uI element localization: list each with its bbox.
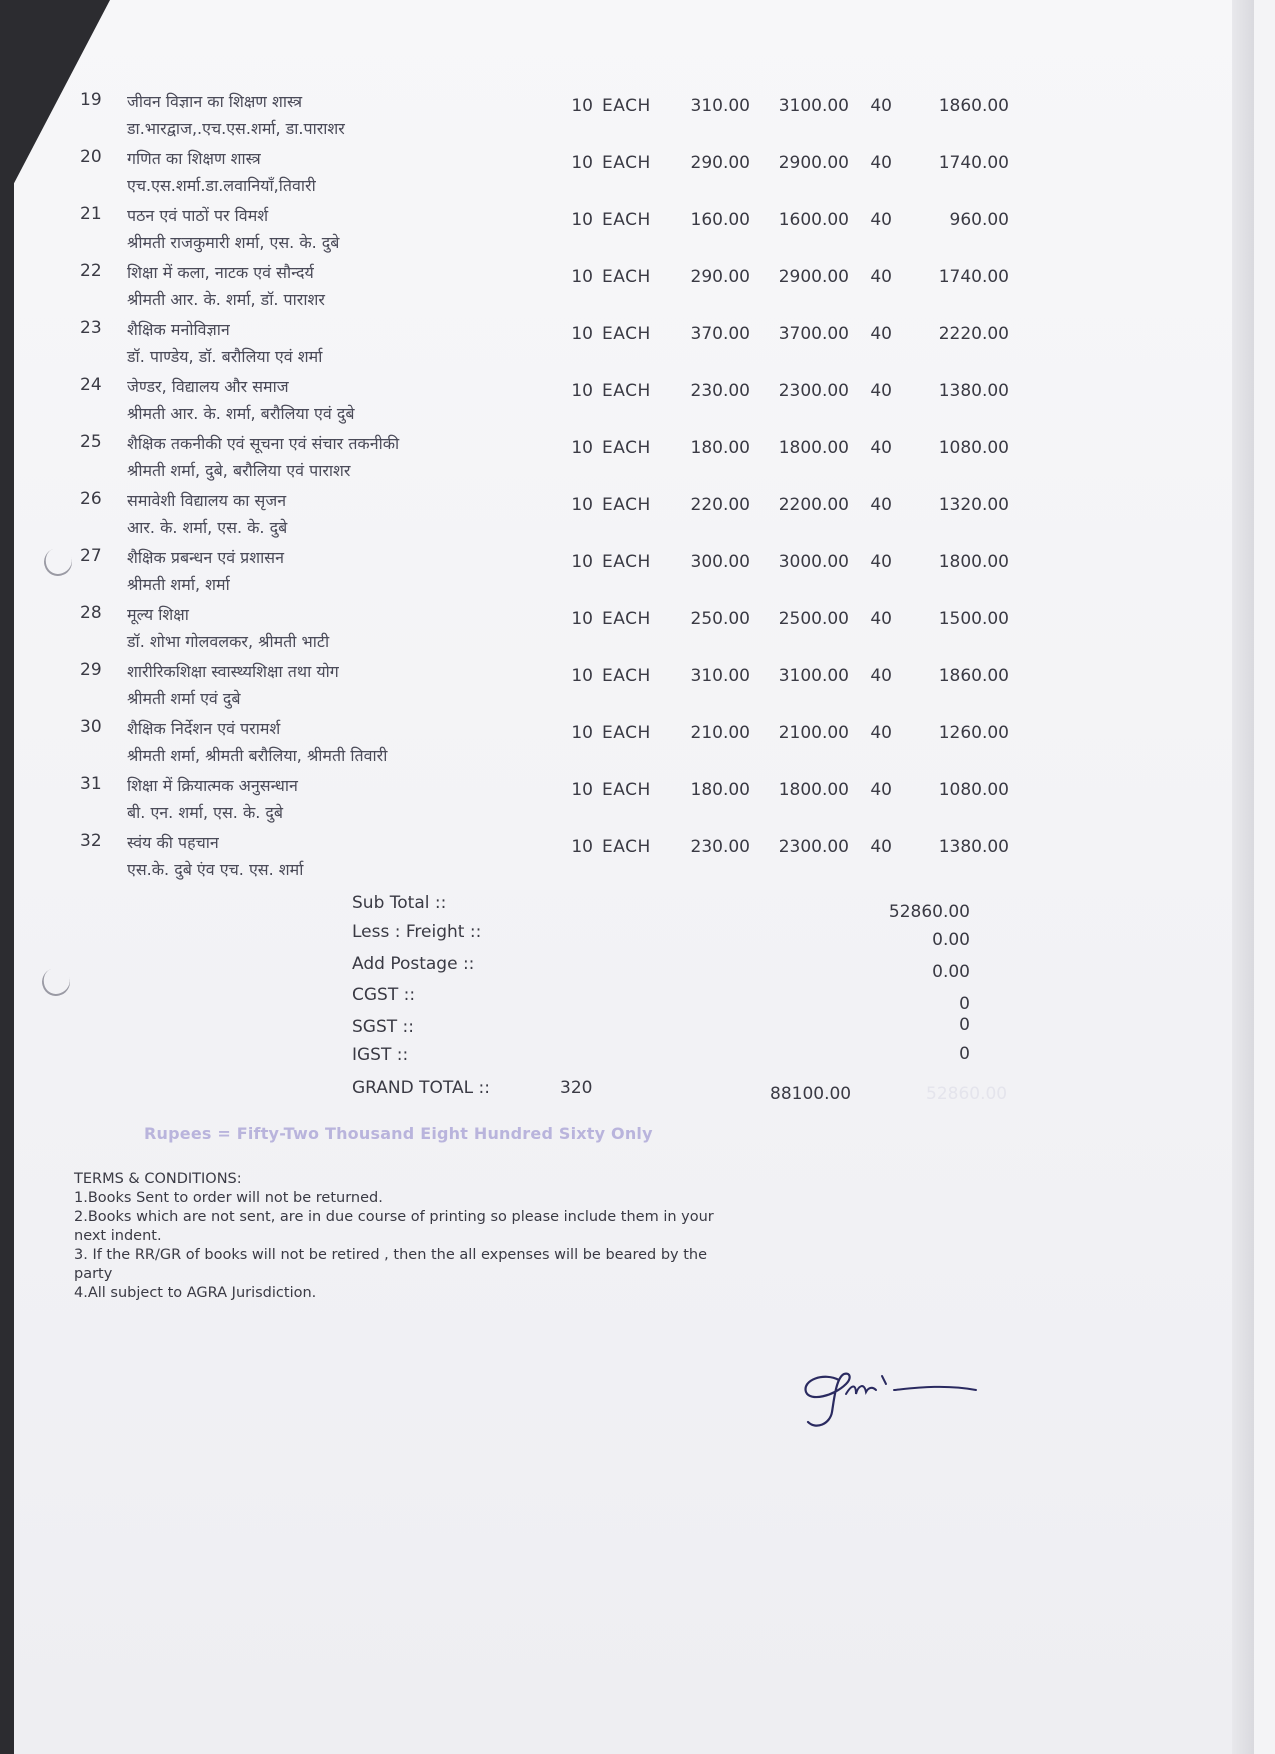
book-title: शारीरिकशिक्षा स्वास्थ्यशिक्षा तथा योग [127, 662, 339, 681]
serial-number: 29 [80, 660, 102, 680]
net-amount: 1800.00 [938, 552, 1009, 572]
book-title: पठन एवं पाठों पर विमर्श [127, 206, 269, 225]
book-author: श्रीमती आर. के. शर्मा, डॉ. पाराशर [127, 290, 325, 309]
table-row [14, 202, 1254, 258]
discount: 40 [870, 609, 892, 629]
table-row [14, 88, 1254, 144]
unit: EACH [602, 666, 651, 686]
net-amount: 1740.00 [938, 267, 1009, 287]
amount: 1800.00 [778, 780, 849, 800]
book-title: शैक्षिक मनोविज्ञान [127, 320, 230, 339]
serial-number: 19 [80, 90, 102, 110]
unit: EACH [602, 210, 651, 230]
book-author: श्रीमती राजकुमारी शर्मा, एस. के. दुबे [127, 233, 340, 252]
rate: 230.00 [690, 381, 750, 401]
quantity: 10 [571, 780, 593, 800]
book-author: श्रीमती शर्मा एवं दुबे [127, 689, 241, 708]
table-row [14, 373, 1254, 429]
table-row [14, 658, 1254, 714]
book-title: शैक्षिक निर्देशन एवं परामर्श [127, 719, 281, 738]
terms-line: 4.All subject to AGRA Jurisdiction. [74, 1285, 317, 1301]
amount: 1600.00 [778, 210, 849, 230]
unit: EACH [602, 153, 651, 173]
table-row [14, 829, 1254, 885]
rate: 160.00 [690, 210, 750, 230]
net-amount: 1860.00 [938, 666, 1009, 686]
quantity: 10 [571, 837, 593, 857]
unit: EACH [602, 552, 651, 572]
discount: 40 [870, 495, 892, 515]
cgst-label: CGST :: [352, 985, 416, 1005]
table-row [14, 601, 1254, 657]
book-title: शैक्षिक तकनीकी एवं सूचना एवं संचार तकनीकी [127, 434, 400, 453]
sub-total-value: 52860.00 [888, 902, 970, 922]
book-title: समावेशी विद्यालय का सृजन [127, 491, 287, 510]
amount: 2300.00 [778, 837, 849, 857]
rate: 300.00 [690, 552, 750, 572]
discount: 40 [870, 324, 892, 344]
signature-icon [794, 1350, 994, 1440]
table-row [14, 145, 1254, 201]
serial-number: 24 [80, 375, 102, 395]
unit: EACH [602, 609, 651, 629]
amount: 3100.00 [778, 96, 849, 116]
unit: EACH [602, 324, 651, 344]
book-author: श्रीमती आर. के. शर्मा, बरौलिया एवं दुबे [127, 404, 355, 423]
rate: 290.00 [690, 153, 750, 173]
amount: 2300.00 [778, 381, 849, 401]
freight-label: Less : Freight :: [352, 922, 482, 942]
quantity: 10 [571, 723, 593, 743]
discount: 40 [870, 552, 892, 572]
table-row [14, 487, 1254, 543]
amount: 3100.00 [778, 666, 849, 686]
net-amount: 2220.00 [938, 324, 1009, 344]
postage-value: 0.00 [932, 962, 970, 982]
book-author: डॉ. पाण्डेय, डॉ. बरौलिया एवं शर्मा [127, 347, 323, 366]
book-title: जेण्डर, विद्यालय और समाज [127, 377, 289, 396]
table-row [14, 259, 1254, 315]
rate: 250.00 [690, 609, 750, 629]
igst-label: IGST :: [352, 1045, 409, 1065]
unit: EACH [602, 495, 651, 515]
sub-total-label: Sub Total :: [352, 893, 447, 913]
book-title: गणित का शिक्षण शास्त्र [127, 149, 261, 168]
serial-number: 27 [80, 546, 102, 566]
net-amount: 1320.00 [938, 495, 1009, 515]
book-title: मूल्य शिक्षा [127, 605, 189, 624]
discount: 40 [870, 96, 892, 116]
unit: EACH [602, 381, 651, 401]
table-row [14, 316, 1254, 372]
quantity: 10 [571, 96, 593, 116]
amount: 3700.00 [778, 324, 849, 344]
rate: 310.00 [690, 96, 750, 116]
table-row [14, 715, 1254, 771]
grand-total-quantity: 320 [560, 1078, 593, 1098]
net-amount: 1380.00 [938, 381, 1009, 401]
invoice-page [14, 0, 1254, 1754]
book-author: एस.के. दुबे एंव एच. एस. शर्मा [127, 860, 304, 879]
quantity: 10 [571, 267, 593, 287]
sgst-value: 0 [959, 1015, 970, 1035]
serial-number: 23 [80, 318, 102, 338]
net-amount: 1380.00 [938, 837, 1009, 857]
igst-value: 0 [959, 1044, 970, 1064]
book-title: स्वंय की पहचान [127, 833, 219, 852]
net-amount: 1860.00 [938, 96, 1009, 116]
discount: 40 [870, 723, 892, 743]
book-title: शिक्षा में कला, नाटक एवं सौन्दर्य [127, 263, 314, 282]
book-author: आर. के. शर्मा, एस. के. दुबे [127, 518, 288, 537]
amount: 2100.00 [778, 723, 849, 743]
quantity: 10 [571, 495, 593, 515]
terms-and-conditions [74, 1170, 714, 1303]
net-amount: 1080.00 [938, 780, 1009, 800]
amount: 1800.00 [778, 438, 849, 458]
terms-line: 3. If the RR/GR of books will not be retired , then the all expenses will be beared by the party [74, 1247, 708, 1282]
amount-in-words: Rupees = Fifty-Two Thousand Eight Hundred Sixty Only [144, 1124, 653, 1143]
punch-hole-mark [38, 964, 74, 1000]
book-author: डा.भारद्वाज,.एच.एस.शर्मा, डा.पाराशर [127, 119, 345, 138]
serial-number: 31 [80, 774, 102, 794]
quantity: 10 [571, 381, 593, 401]
book-author: डॉ. शोभा गोलवलकर, श्रीमती भाटी [127, 632, 330, 651]
table-row [14, 544, 1254, 600]
page-corner-fold [0, 0, 110, 210]
book-title: शैक्षिक प्रबन्धन एवं प्रशासन [127, 548, 285, 567]
unit: EACH [602, 96, 651, 116]
net-amount: 1260.00 [938, 723, 1009, 743]
table-row [14, 772, 1254, 828]
discount: 40 [870, 666, 892, 686]
quantity: 10 [571, 324, 593, 344]
serial-number: 25 [80, 432, 102, 452]
serial-number: 26 [80, 489, 102, 509]
net-amount: 1080.00 [938, 438, 1009, 458]
discount: 40 [870, 210, 892, 230]
discount: 40 [870, 267, 892, 287]
rate: 290.00 [690, 267, 750, 287]
postage-label: Add Postage :: [352, 954, 475, 974]
quantity: 10 [571, 210, 593, 230]
rate: 370.00 [690, 324, 750, 344]
net-amount: 960.00 [949, 210, 1009, 230]
rate: 180.00 [690, 780, 750, 800]
rate: 230.00 [690, 837, 750, 857]
net-amount: 1500.00 [938, 609, 1009, 629]
quantity: 10 [571, 609, 593, 629]
unit: EACH [602, 438, 651, 458]
grand-total-net: 52860.00 [926, 1084, 1008, 1104]
discount: 40 [870, 381, 892, 401]
sgst-label: SGST :: [352, 1017, 414, 1037]
quantity: 10 [571, 438, 593, 458]
serial-number: 30 [80, 717, 102, 737]
serial-number: 32 [80, 831, 102, 851]
cgst-value: 0 [959, 994, 970, 1014]
amount: 3000.00 [778, 552, 849, 572]
freight-value: 0.00 [932, 930, 970, 950]
serial-number: 22 [80, 261, 102, 281]
discount: 40 [870, 438, 892, 458]
serial-number: 28 [80, 603, 102, 623]
amount: 2900.00 [778, 153, 849, 173]
unit: EACH [602, 267, 651, 287]
amount: 2200.00 [778, 495, 849, 515]
grand-total-amount: 88100.00 [770, 1084, 852, 1104]
amount: 2500.00 [778, 609, 849, 629]
terms-line: 1.Books Sent to order will not be returned. [74, 1190, 383, 1206]
book-author: बी. एन. शर्मा, एस. के. दुबे [127, 803, 284, 822]
amount: 2900.00 [778, 267, 849, 287]
rate: 310.00 [690, 666, 750, 686]
discount: 40 [870, 780, 892, 800]
unit: EACH [602, 723, 651, 743]
book-author: एच.एस.शर्मा.डा.लवानियाँ,तिवारी [127, 176, 316, 195]
unit: EACH [602, 780, 651, 800]
terms-line: 2.Books which are not sent, are in due course of printing so please include them in your next indent. [74, 1209, 714, 1244]
grand-total-label: GRAND TOTAL :: [352, 1078, 490, 1098]
discount: 40 [870, 837, 892, 857]
book-title: जीवन विज्ञान का शिक्षण शास्त्र [127, 92, 303, 111]
rate: 210.00 [690, 723, 750, 743]
rate: 180.00 [690, 438, 750, 458]
serial-number: 21 [80, 204, 102, 224]
net-amount: 1740.00 [938, 153, 1009, 173]
quantity: 10 [571, 153, 593, 173]
quantity: 10 [571, 552, 593, 572]
terms-heading: TERMS & CONDITIONS: [74, 1171, 242, 1187]
rate: 220.00 [690, 495, 750, 515]
table-row [14, 430, 1254, 486]
unit: EACH [602, 837, 651, 857]
scan-edge [0, 0, 14, 1754]
book-author: श्रीमती शर्मा, श्रीमती बरौलिया, श्रीमती तिवारी [127, 746, 388, 765]
quantity: 10 [571, 666, 593, 686]
book-author: श्रीमती शर्मा, शर्मा [127, 575, 230, 594]
serial-number: 20 [80, 147, 102, 167]
discount: 40 [870, 153, 892, 173]
book-author: श्रीमती शर्मा, दुबे, बरौलिया एवं पाराशर [127, 461, 351, 480]
book-title: शिक्षा में क्रियात्मक अनुसन्धान [127, 776, 298, 795]
